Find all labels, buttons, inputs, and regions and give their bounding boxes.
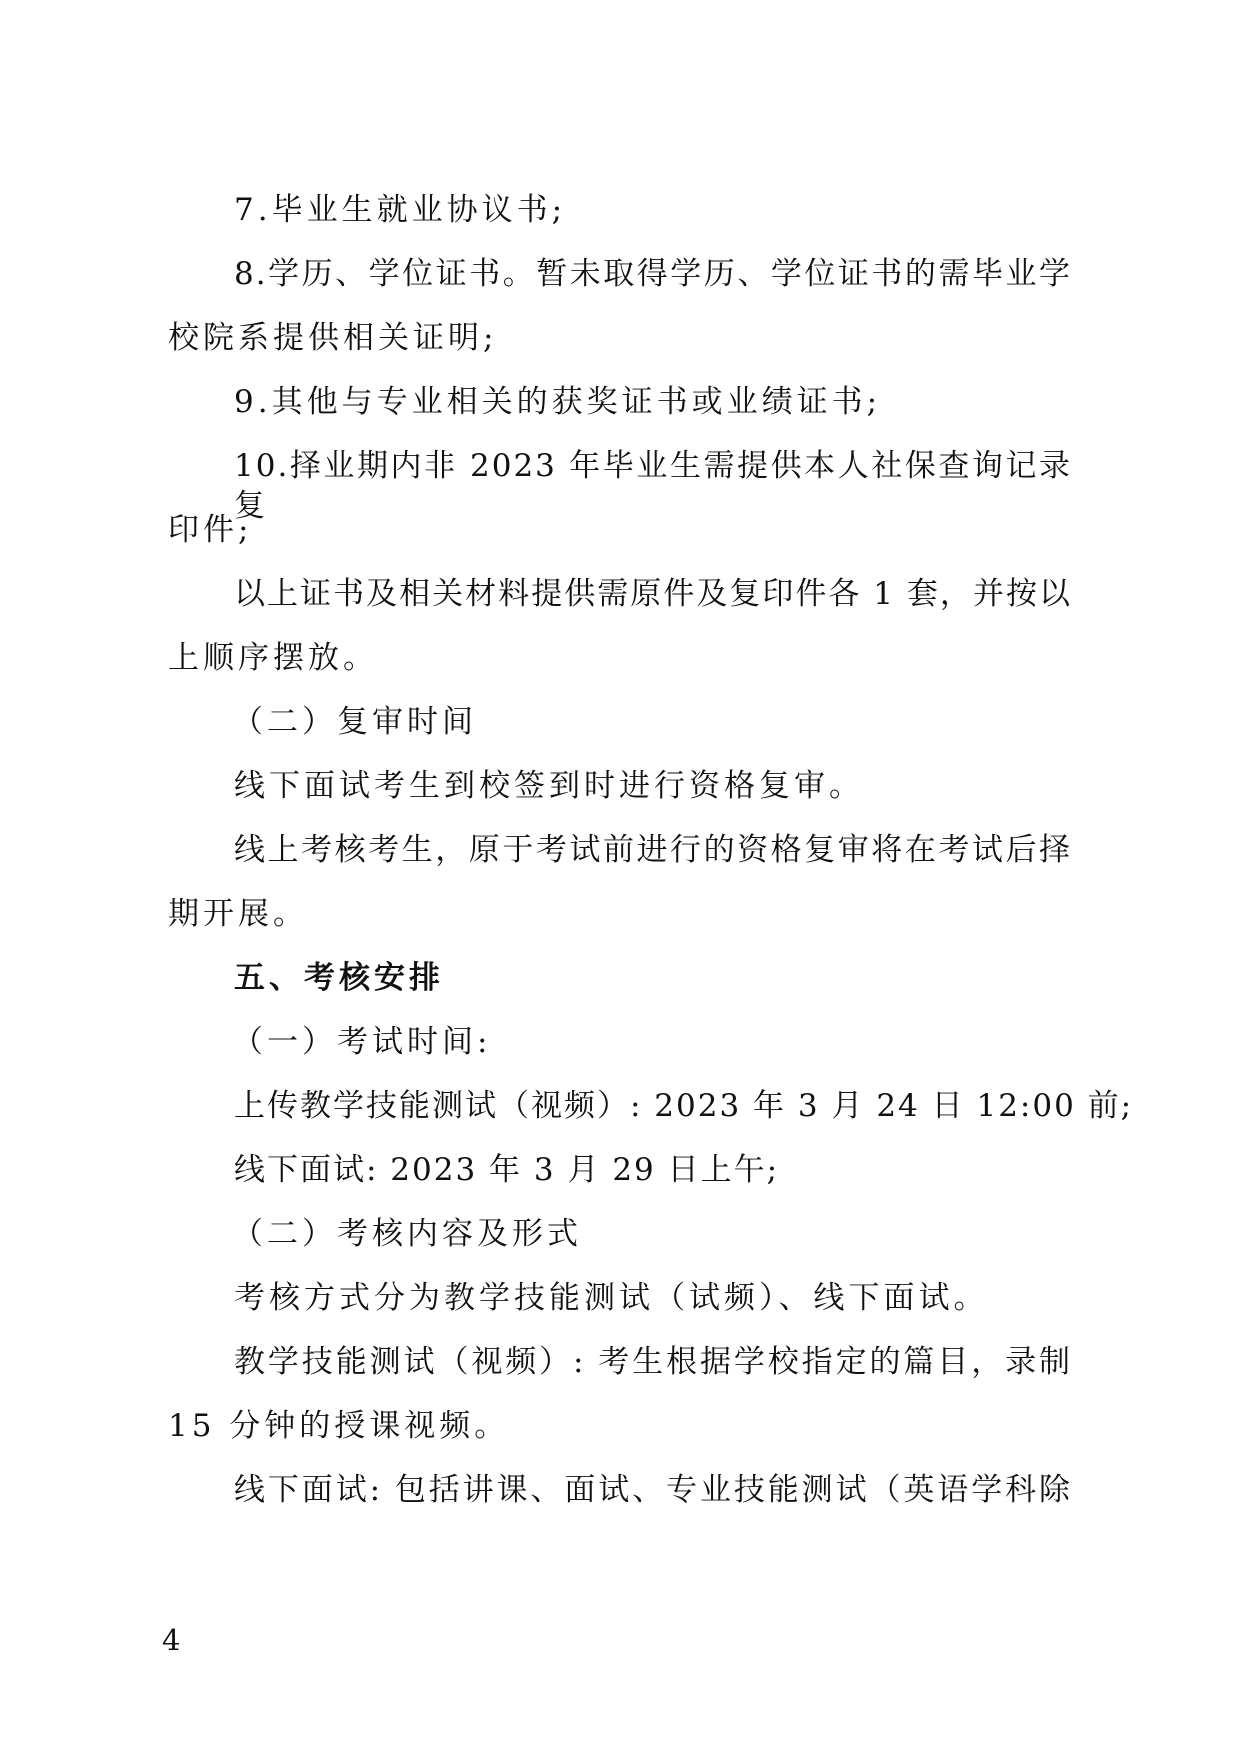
section-heading-exam-arrangement: 五、考核安排: [234, 960, 444, 996]
item-10-line-2: 印件;: [168, 512, 253, 548]
video-upload-deadline-line: 上传教学技能测试（视频）: 2023 年 3 月 24 日 12:00 前;: [234, 1088, 1134, 1124]
materials-note-line-2: 上顺序摆放。: [168, 640, 378, 676]
subheading-review-time: （二）复审时间: [232, 704, 477, 740]
item-7-line: 7.毕业生就业协议书;: [234, 192, 567, 228]
subheading-exam-time: （一）考试时间:: [232, 1024, 492, 1060]
item-8-line-1: 8.学历、学位证书。暂未取得学历、学位证书的需毕业学: [234, 256, 1072, 292]
item-8-line-2: 校院系提供相关证明;: [168, 320, 498, 356]
online-review-line-2: 期开展。: [168, 896, 308, 932]
subheading-content-form: （二）考核内容及形式: [232, 1216, 582, 1252]
teaching-test-line-1: 教学技能测试（视频）: 考生根据学校指定的篇目，录制: [234, 1344, 1072, 1380]
materials-note-line-1: 以上证书及相关材料提供需原件及复印件各 1 套，并按以: [234, 576, 1072, 612]
teaching-test-line-2: 15 分钟的授课视频。: [168, 1408, 510, 1444]
online-review-line-1: 线上考核考生，原于考试前进行的资格复审将在考试后择: [234, 832, 1072, 868]
offline-review-line: 线下面试考生到校签到时进行资格复审。: [234, 768, 864, 804]
offline-interview-content-line: 线下面试: 包括讲课、面试、专业技能测试（英语学科除: [234, 1472, 1072, 1508]
offline-interview-date-line: 线下面试: 2023 年 3 月 29 日上午;: [234, 1152, 780, 1188]
page-number: 4: [162, 1623, 181, 1657]
item-10-line-1: 10.择业期内非 2023 年毕业生需提供本人社保查询记录复: [234, 448, 1072, 524]
exam-format-line: 考核方式分为教学技能测试（试频）、线下面试。: [234, 1280, 989, 1316]
item-9-line: 9.其他与专业相关的获奖证书或业绩证书;: [234, 384, 882, 420]
